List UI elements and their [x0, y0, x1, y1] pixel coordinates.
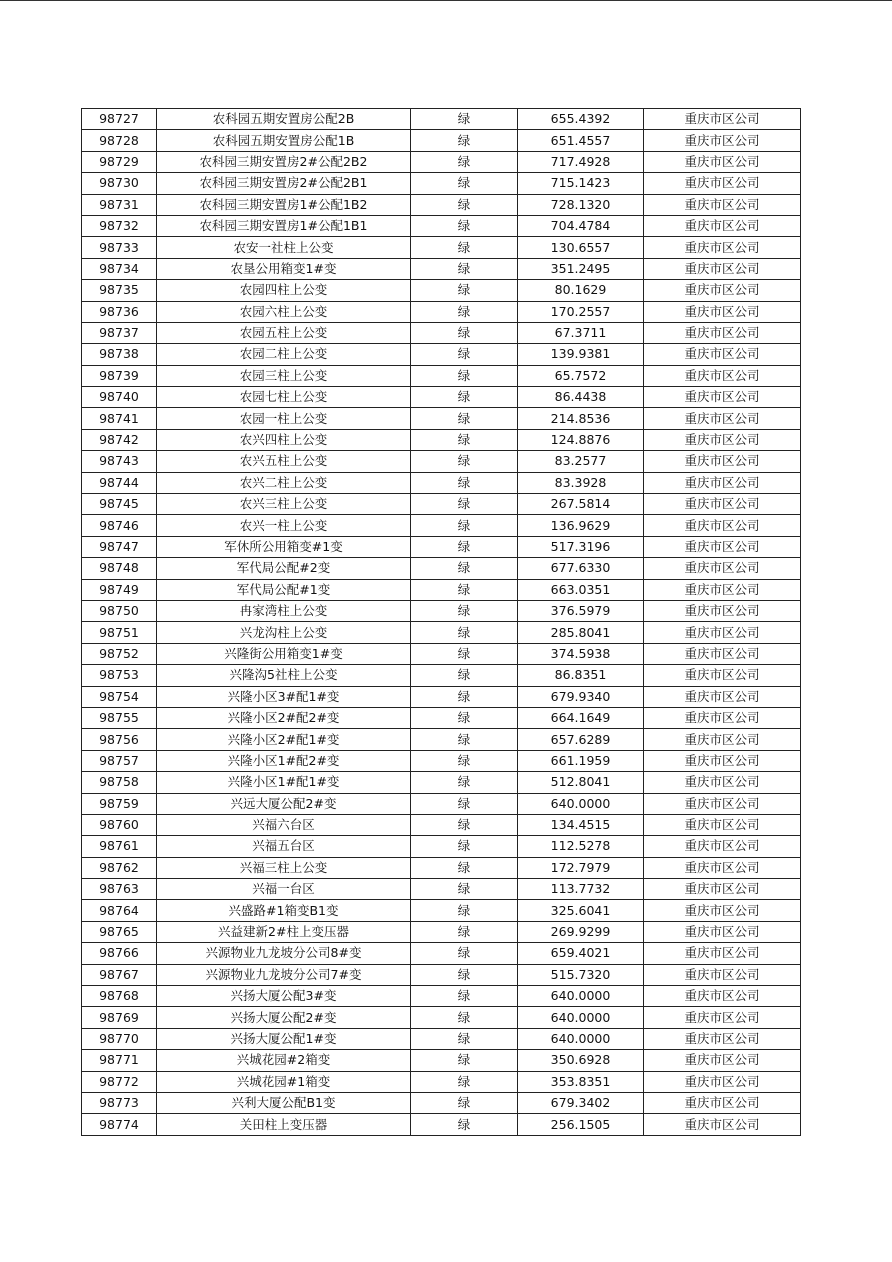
- color-cell: 绿: [411, 1028, 518, 1049]
- name-cell: 兴福六台区: [157, 814, 411, 835]
- company-cell: 重庆市区公司: [644, 579, 801, 600]
- table-row: [82, 707, 801, 728]
- row-id-cell: 98733: [82, 237, 157, 258]
- color-cell: 绿: [411, 301, 518, 322]
- company-cell: 重庆市区公司: [644, 943, 801, 964]
- color-cell: 绿: [411, 558, 518, 579]
- table-row: [82, 750, 801, 771]
- value-cell: 663.0351: [518, 579, 644, 600]
- name-cell: 兴隆小区2#配2#变: [157, 707, 411, 728]
- value-cell: 86.4438: [518, 387, 644, 408]
- name-cell: 兴城花园#2箱变: [157, 1050, 411, 1071]
- table-body: [82, 109, 801, 1136]
- company-cell: 重庆市区公司: [644, 536, 801, 557]
- name-cell: 兴扬大厦公配3#变: [157, 986, 411, 1007]
- row-id-cell: 98745: [82, 494, 157, 515]
- value-cell: 214.8536: [518, 408, 644, 429]
- value-cell: 325.6041: [518, 900, 644, 921]
- row-id-cell: 98769: [82, 1007, 157, 1028]
- name-cell: 军代局公配#1变: [157, 579, 411, 600]
- row-id-cell: 98773: [82, 1092, 157, 1113]
- company-cell: 重庆市区公司: [644, 322, 801, 343]
- table-row: [82, 130, 801, 151]
- row-id-cell: 98751: [82, 622, 157, 643]
- table-row: [82, 579, 801, 600]
- value-cell: 256.1505: [518, 1114, 644, 1135]
- table-row: [82, 536, 801, 557]
- company-cell: 重庆市区公司: [644, 921, 801, 942]
- value-cell: 655.4392: [518, 109, 644, 130]
- value-cell: 376.5979: [518, 600, 644, 621]
- row-id-cell: 98741: [82, 408, 157, 429]
- name-cell: 农园五柱上公变: [157, 322, 411, 343]
- company-cell: 重庆市区公司: [644, 494, 801, 515]
- color-cell: 绿: [411, 387, 518, 408]
- color-cell: 绿: [411, 515, 518, 536]
- company-cell: 重庆市区公司: [644, 258, 801, 279]
- color-cell: 绿: [411, 344, 518, 365]
- row-id-cell: 98765: [82, 921, 157, 942]
- company-cell: 重庆市区公司: [644, 836, 801, 857]
- table-row: [82, 1092, 801, 1113]
- row-id-cell: 98747: [82, 536, 157, 557]
- name-cell: 兴益建新2#柱上变压器: [157, 921, 411, 942]
- name-cell: 农科园三期安置房2#公配2B2: [157, 151, 411, 172]
- value-cell: 717.4928: [518, 151, 644, 172]
- color-cell: 绿: [411, 600, 518, 621]
- value-cell: 350.6928: [518, 1050, 644, 1071]
- table-row: [82, 194, 801, 215]
- company-cell: 重庆市区公司: [644, 814, 801, 835]
- color-cell: 绿: [411, 772, 518, 793]
- color-cell: 绿: [411, 707, 518, 728]
- name-cell: 农园七柱上公变: [157, 387, 411, 408]
- value-cell: 130.6557: [518, 237, 644, 258]
- value-cell: 80.1629: [518, 280, 644, 301]
- color-cell: 绿: [411, 1092, 518, 1113]
- name-cell: 农科园五期安置房公配2B: [157, 109, 411, 130]
- table-row: [82, 322, 801, 343]
- name-cell: 军代局公配#2变: [157, 558, 411, 579]
- row-id-cell: 98736: [82, 301, 157, 322]
- company-cell: 重庆市区公司: [644, 429, 801, 450]
- row-id-cell: 98728: [82, 130, 157, 151]
- table-row: [82, 109, 801, 130]
- name-cell: 农安一社柱上公变: [157, 237, 411, 258]
- color-cell: 绿: [411, 109, 518, 130]
- name-cell: 军休所公用箱变#1变: [157, 536, 411, 557]
- color-cell: 绿: [411, 408, 518, 429]
- name-cell: 兴隆街公用箱变1#变: [157, 643, 411, 664]
- company-cell: 重庆市区公司: [644, 879, 801, 900]
- row-id-cell: 98767: [82, 964, 157, 985]
- company-cell: 重庆市区公司: [644, 793, 801, 814]
- color-cell: 绿: [411, 280, 518, 301]
- table-row: [82, 365, 801, 386]
- company-cell: 重庆市区公司: [644, 665, 801, 686]
- row-id-cell: 98774: [82, 1114, 157, 1135]
- company-cell: 重庆市区公司: [644, 344, 801, 365]
- name-cell: 兴隆小区3#配1#变: [157, 686, 411, 707]
- row-id-cell: 98762: [82, 857, 157, 878]
- color-cell: 绿: [411, 857, 518, 878]
- color-cell: 绿: [411, 322, 518, 343]
- color-cell: 绿: [411, 429, 518, 450]
- table-row: [82, 879, 801, 900]
- color-cell: 绿: [411, 173, 518, 194]
- value-cell: 661.1959: [518, 750, 644, 771]
- value-cell: 353.8351: [518, 1071, 644, 1092]
- row-id-cell: 98770: [82, 1028, 157, 1049]
- value-cell: 285.8041: [518, 622, 644, 643]
- value-cell: 728.1320: [518, 194, 644, 215]
- name-cell: 兴利大厦公配B1变: [157, 1092, 411, 1113]
- company-cell: 重庆市区公司: [644, 707, 801, 728]
- color-cell: 绿: [411, 622, 518, 643]
- color-cell: 绿: [411, 665, 518, 686]
- row-id-cell: 98754: [82, 686, 157, 707]
- color-cell: 绿: [411, 879, 518, 900]
- company-cell: 重庆市区公司: [644, 472, 801, 493]
- row-id-cell: 98763: [82, 879, 157, 900]
- table-row: [82, 558, 801, 579]
- page-top-border: [0, 0, 892, 1]
- table-row: [82, 622, 801, 643]
- value-cell: 659.4021: [518, 943, 644, 964]
- value-cell: 512.8041: [518, 772, 644, 793]
- company-cell: 重庆市区公司: [644, 515, 801, 536]
- value-cell: 83.2577: [518, 451, 644, 472]
- name-cell: 农园六柱上公变: [157, 301, 411, 322]
- row-id-cell: 98758: [82, 772, 157, 793]
- company-cell: 重庆市区公司: [644, 1028, 801, 1049]
- row-id-cell: 98768: [82, 986, 157, 1007]
- table-row: [82, 344, 801, 365]
- table-row: [82, 772, 801, 793]
- name-cell: 农科园三期安置房1#公配1B2: [157, 194, 411, 215]
- name-cell: 农园一柱上公变: [157, 408, 411, 429]
- table-row: [82, 729, 801, 750]
- row-id-cell: 98750: [82, 600, 157, 621]
- color-cell: 绿: [411, 943, 518, 964]
- row-id-cell: 98740: [82, 387, 157, 408]
- row-id-cell: 98746: [82, 515, 157, 536]
- company-cell: 重庆市区公司: [644, 900, 801, 921]
- color-cell: 绿: [411, 151, 518, 172]
- name-cell: 农园二柱上公变: [157, 344, 411, 365]
- row-id-cell: 98764: [82, 900, 157, 921]
- table-row: [82, 1050, 801, 1071]
- color-cell: 绿: [411, 986, 518, 1007]
- color-cell: 绿: [411, 579, 518, 600]
- row-id-cell: 98757: [82, 750, 157, 771]
- table-row: [82, 280, 801, 301]
- color-cell: 绿: [411, 750, 518, 771]
- name-cell: 兴隆沟5社柱上公变: [157, 665, 411, 686]
- row-id-cell: 98761: [82, 836, 157, 857]
- table-row: [82, 472, 801, 493]
- company-cell: 重庆市区公司: [644, 109, 801, 130]
- table-row: [82, 986, 801, 1007]
- color-cell: 绿: [411, 237, 518, 258]
- name-cell: 兴盛路#1箱变B1变: [157, 900, 411, 921]
- table-row: [82, 643, 801, 664]
- value-cell: 124.8876: [518, 429, 644, 450]
- company-cell: 重庆市区公司: [644, 237, 801, 258]
- company-cell: 重庆市区公司: [644, 686, 801, 707]
- value-cell: 679.3402: [518, 1092, 644, 1113]
- row-id-cell: 98738: [82, 344, 157, 365]
- color-cell: 绿: [411, 921, 518, 942]
- color-cell: 绿: [411, 130, 518, 151]
- color-cell: 绿: [411, 900, 518, 921]
- row-id-cell: 98752: [82, 643, 157, 664]
- table-row: [82, 921, 801, 942]
- value-cell: 640.0000: [518, 1007, 644, 1028]
- table-row: [82, 1071, 801, 1092]
- name-cell: 兴龙沟柱上公变: [157, 622, 411, 643]
- table-row: [82, 151, 801, 172]
- table-row: [82, 494, 801, 515]
- company-cell: 重庆市区公司: [644, 1050, 801, 1071]
- color-cell: 绿: [411, 194, 518, 215]
- row-id-cell: 98739: [82, 365, 157, 386]
- color-cell: 绿: [411, 494, 518, 515]
- color-cell: 绿: [411, 836, 518, 857]
- color-cell: 绿: [411, 729, 518, 750]
- row-id-cell: 98735: [82, 280, 157, 301]
- company-cell: 重庆市区公司: [644, 986, 801, 1007]
- table-row: [82, 237, 801, 258]
- table-row: [82, 408, 801, 429]
- name-cell: 兴源物业九龙坡分公司8#变: [157, 943, 411, 964]
- row-id-cell: 98727: [82, 109, 157, 130]
- company-cell: 重庆市区公司: [644, 151, 801, 172]
- row-id-cell: 98760: [82, 814, 157, 835]
- company-cell: 重庆市区公司: [644, 301, 801, 322]
- company-cell: 重庆市区公司: [644, 729, 801, 750]
- row-id-cell: 98766: [82, 943, 157, 964]
- value-cell: 267.5814: [518, 494, 644, 515]
- table-row: [82, 814, 801, 835]
- company-cell: 重庆市区公司: [644, 772, 801, 793]
- color-cell: 绿: [411, 365, 518, 386]
- table-row: [82, 1114, 801, 1135]
- row-id-cell: 98732: [82, 215, 157, 236]
- value-cell: 134.4515: [518, 814, 644, 835]
- table-row: [82, 836, 801, 857]
- company-cell: 重庆市区公司: [644, 1114, 801, 1135]
- company-cell: 重庆市区公司: [644, 750, 801, 771]
- row-id-cell: 98729: [82, 151, 157, 172]
- color-cell: 绿: [411, 793, 518, 814]
- name-cell: 农科园三期安置房2#公配2B1: [157, 173, 411, 194]
- company-cell: 重庆市区公司: [644, 194, 801, 215]
- table-row: [82, 451, 801, 472]
- table-row: [82, 1028, 801, 1049]
- company-cell: 重庆市区公司: [644, 1071, 801, 1092]
- company-cell: 重庆市区公司: [644, 215, 801, 236]
- name-cell: 兴隆小区1#配2#变: [157, 750, 411, 771]
- color-cell: 绿: [411, 1050, 518, 1071]
- value-cell: 657.6289: [518, 729, 644, 750]
- company-cell: 重庆市区公司: [644, 408, 801, 429]
- row-id-cell: 98759: [82, 793, 157, 814]
- value-cell: 139.9381: [518, 344, 644, 365]
- value-cell: 651.4557: [518, 130, 644, 151]
- value-cell: 112.5278: [518, 836, 644, 857]
- color-cell: 绿: [411, 472, 518, 493]
- row-id-cell: 98731: [82, 194, 157, 215]
- name-cell: 农科园三期安置房1#公配1B1: [157, 215, 411, 236]
- name-cell: 兴隆小区1#配1#变: [157, 772, 411, 793]
- color-cell: 绿: [411, 1071, 518, 1092]
- name-cell: 农园三柱上公变: [157, 365, 411, 386]
- color-cell: 绿: [411, 1007, 518, 1028]
- name-cell: 农兴四柱上公变: [157, 429, 411, 450]
- value-cell: 640.0000: [518, 1028, 644, 1049]
- value-cell: 136.9629: [518, 515, 644, 536]
- table-row: [82, 429, 801, 450]
- value-cell: 715.1423: [518, 173, 644, 194]
- name-cell: 农兴五柱上公变: [157, 451, 411, 472]
- company-cell: 重庆市区公司: [644, 130, 801, 151]
- color-cell: 绿: [411, 451, 518, 472]
- row-id-cell: 98753: [82, 665, 157, 686]
- table-row: [82, 900, 801, 921]
- table-row: [82, 665, 801, 686]
- name-cell: 兴扬大厦公配1#变: [157, 1028, 411, 1049]
- name-cell: 兴福三柱上公变: [157, 857, 411, 878]
- color-cell: 绿: [411, 964, 518, 985]
- company-cell: 重庆市区公司: [644, 643, 801, 664]
- data-table: [81, 108, 801, 1136]
- table-row: [82, 793, 801, 814]
- row-id-cell: 98771: [82, 1050, 157, 1071]
- value-cell: 351.2495: [518, 258, 644, 279]
- name-cell: 兴远大厦公配2#变: [157, 793, 411, 814]
- table-row: [82, 857, 801, 878]
- value-cell: 374.5938: [518, 643, 644, 664]
- value-cell: 679.9340: [518, 686, 644, 707]
- table-row: [82, 173, 801, 194]
- company-cell: 重庆市区公司: [644, 365, 801, 386]
- value-cell: 172.7979: [518, 857, 644, 878]
- name-cell: 兴源物业九龙坡分公司7#变: [157, 964, 411, 985]
- table-row: [82, 387, 801, 408]
- company-cell: 重庆市区公司: [644, 173, 801, 194]
- value-cell: 269.9299: [518, 921, 644, 942]
- table-row: [82, 215, 801, 236]
- value-cell: 664.1649: [518, 707, 644, 728]
- value-cell: 704.4784: [518, 215, 644, 236]
- color-cell: 绿: [411, 215, 518, 236]
- company-cell: 重庆市区公司: [644, 387, 801, 408]
- value-cell: 640.0000: [518, 986, 644, 1007]
- name-cell: 兴扬大厦公配2#变: [157, 1007, 411, 1028]
- color-cell: 绿: [411, 258, 518, 279]
- row-id-cell: 98748: [82, 558, 157, 579]
- name-cell: 农科园五期安置房公配1B: [157, 130, 411, 151]
- row-id-cell: 98744: [82, 472, 157, 493]
- company-cell: 重庆市区公司: [644, 1092, 801, 1113]
- name-cell: 兴福一台区: [157, 879, 411, 900]
- company-cell: 重庆市区公司: [644, 558, 801, 579]
- name-cell: 农兴三柱上公变: [157, 494, 411, 515]
- value-cell: 113.7732: [518, 879, 644, 900]
- row-id-cell: 98772: [82, 1071, 157, 1092]
- table-row: [82, 943, 801, 964]
- value-cell: 677.6330: [518, 558, 644, 579]
- value-cell: 640.0000: [518, 793, 644, 814]
- company-cell: 重庆市区公司: [644, 1007, 801, 1028]
- name-cell: 关田柱上变压器: [157, 1114, 411, 1135]
- table-row: [82, 686, 801, 707]
- value-cell: 517.3196: [518, 536, 644, 557]
- row-id-cell: 98730: [82, 173, 157, 194]
- name-cell: 兴福五台区: [157, 836, 411, 857]
- row-id-cell: 98743: [82, 451, 157, 472]
- row-id-cell: 98755: [82, 707, 157, 728]
- color-cell: 绿: [411, 536, 518, 557]
- value-cell: 67.3711: [518, 322, 644, 343]
- name-cell: 兴城花园#1箱变: [157, 1071, 411, 1092]
- row-id-cell: 98749: [82, 579, 157, 600]
- value-cell: 83.3928: [518, 472, 644, 493]
- value-cell: 170.2557: [518, 301, 644, 322]
- company-cell: 重庆市区公司: [644, 600, 801, 621]
- value-cell: 515.7320: [518, 964, 644, 985]
- company-cell: 重庆市区公司: [644, 622, 801, 643]
- table-row: [82, 515, 801, 536]
- company-cell: 重庆市区公司: [644, 857, 801, 878]
- color-cell: 绿: [411, 1114, 518, 1135]
- name-cell: 兴隆小区2#配1#变: [157, 729, 411, 750]
- name-cell: 冉家湾柱上公变: [157, 600, 411, 621]
- name-cell: 农兴二柱上公变: [157, 472, 411, 493]
- company-cell: 重庆市区公司: [644, 964, 801, 985]
- table-row: [82, 258, 801, 279]
- table-row: [82, 964, 801, 985]
- row-id-cell: 98734: [82, 258, 157, 279]
- name-cell: 农兴一柱上公变: [157, 515, 411, 536]
- value-cell: 65.7572: [518, 365, 644, 386]
- color-cell: 绿: [411, 686, 518, 707]
- name-cell: 农垦公用箱变1#变: [157, 258, 411, 279]
- row-id-cell: 98756: [82, 729, 157, 750]
- row-id-cell: 98737: [82, 322, 157, 343]
- company-cell: 重庆市区公司: [644, 280, 801, 301]
- color-cell: 绿: [411, 814, 518, 835]
- row-id-cell: 98742: [82, 429, 157, 450]
- table-row: [82, 600, 801, 621]
- name-cell: 农园四柱上公变: [157, 280, 411, 301]
- value-cell: 86.8351: [518, 665, 644, 686]
- company-cell: 重庆市区公司: [644, 451, 801, 472]
- table-row: [82, 301, 801, 322]
- table-row: [82, 1007, 801, 1028]
- color-cell: 绿: [411, 643, 518, 664]
